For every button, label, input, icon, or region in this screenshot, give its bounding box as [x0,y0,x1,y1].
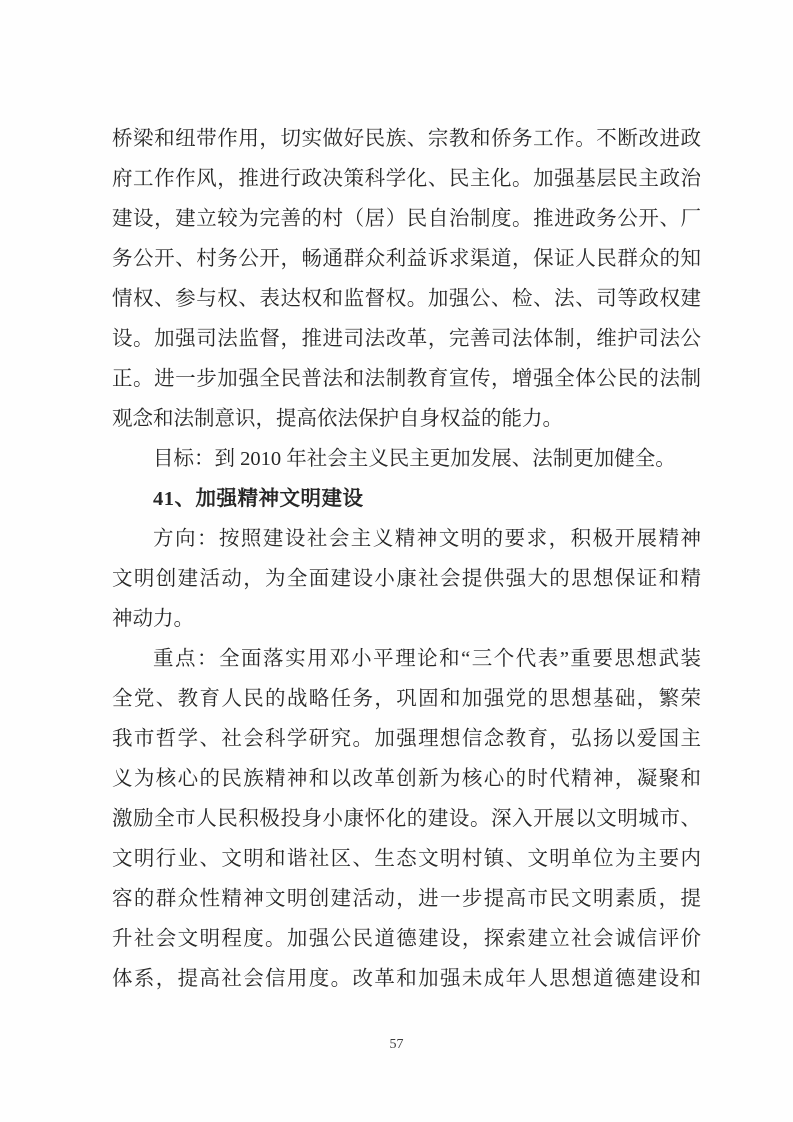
text-line: 建设，建立较为完善的村（居）民自治制度。推进政务公开、厂 [112,208,701,230]
paragraph [112,639,701,999]
paragraph [112,439,701,479]
section-heading [112,479,701,519]
text-line: 方向：按照建设社会主义精神文明的要求，积极开展精神 [153,528,701,550]
page-number: 57 [389,1037,404,1052]
text-line: 设。加强司法监督，推进司法改革，完善司法体制，维护司法公 [112,328,701,350]
text-line: 府工作作风，推进行政决策科学化、民主化。加强基层民主政治 [112,168,701,190]
text-line: 桥梁和纽带作用，切实做好民族、宗教和侨务工作。不断改进政 [112,128,701,150]
section-heading-text: 41、加强精神文明建设 [153,488,364,510]
document-body [112,119,701,999]
text-line: 我市哲学、社会科学研究。加强理想信念教育，弘扬以爱国主 [112,728,701,750]
text-line: 激励全市人民积极投身小康怀化的建设。深入开展以文明城市、 [112,808,701,830]
text-line: 观念和法制意识，提高依法保护自身权益的能力。 [112,408,563,430]
text-line: 情权、参与权、表达权和监督权。加强公、检、法、司等政权建 [112,288,701,310]
paragraph [112,119,701,439]
text-line: 体系，提高社会信用度。改革和加强未成年人思想道德建设和 [112,968,701,990]
text-line: 文明创建活动，为全面建设小康社会提供强大的思想保证和精 [112,568,701,590]
text-line: 正。进一步加强全民普法和法制教育宣传，增强全体公民的法制 [112,368,701,390]
text-line: 务公开、村务公开，畅通群众利益诉求渠道，保证人民群众的知 [112,248,701,270]
text-line: 义为核心的民族精神和以改革创新为核心的时代精神，凝聚和 [112,768,701,790]
text-line: 全党、教育人民的战略任务，巩固和加强党的思想基础，繁荣 [112,688,701,710]
paragraph [112,519,701,639]
text-line: 文明行业、文明和谐社区、生态文明村镇、文明单位为主要内 [112,848,701,870]
text-line: 容的群众性精神文明创建活动，进一步提高市民文明素质，提 [112,888,701,910]
text-line: 神动力。 [112,608,194,630]
text-line: 升社会文明程度。加强公民道德建设，探索建立社会诚信评价 [112,928,701,950]
text-line: 目标：到 2010 年社会主义民主更加发展、法制更加健全。 [153,448,676,470]
text-line: 重点：全面落实用邓小平理论和“三个代表”重要思想武装 [153,648,701,670]
